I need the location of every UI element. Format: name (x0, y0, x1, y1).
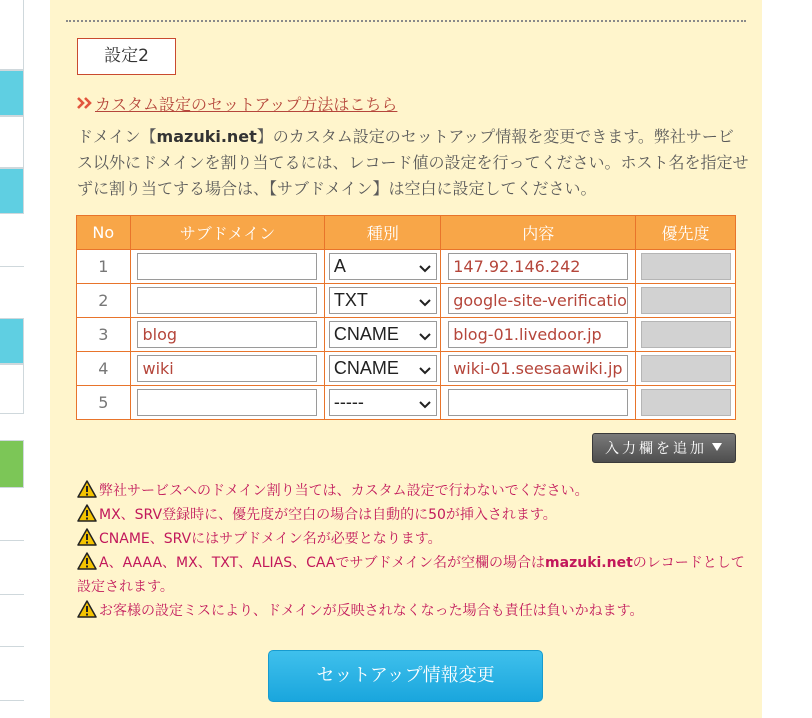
priority-input (641, 355, 731, 382)
type-select[interactable] (329, 355, 437, 382)
subdomain-input[interactable]: blog (137, 321, 317, 348)
row-no: 4 (77, 352, 131, 386)
type-select[interactable] (329, 253, 437, 280)
header-type: 種別 (325, 216, 441, 250)
content-input[interactable]: 147.92.146.242 (448, 253, 628, 280)
add-row-button[interactable] (592, 433, 736, 463)
chevron-down-icon (418, 328, 432, 342)
priority-input (641, 389, 731, 416)
note-item (77, 527, 747, 551)
add-row-button-label: 入力欄を追加 (605, 441, 707, 457)
intro-part2: 】のカスタム設定のセットアップ情報を変更できます。弊社サービス以外にドメインを割り当てるには、レコード値の設定を行ってください。ホスト名を指定せずに割り当てする場合は、【サブドメイン】は空白に設定してください。 (77, 127, 749, 198)
type-select-value: CNAME (333, 324, 399, 344)
type-select-value: A (333, 256, 346, 276)
header-subdomain: サブドメイン (130, 216, 325, 250)
intro-text (77, 124, 749, 202)
row-no: 1 (77, 250, 131, 284)
note-text: お客様の設定ミスにより、ドメインが反映されなくなった場合も責任は負いかねます。 (99, 603, 644, 619)
warning-icon (77, 528, 97, 546)
note-item (77, 551, 747, 599)
sidebar-divider (0, 646, 24, 647)
note-text: CNAME、SRVにはサブドメイン名が必要となります。 (99, 531, 442, 547)
sidebar-divider (0, 700, 24, 701)
type-select[interactable] (329, 321, 437, 348)
note-item (77, 479, 747, 503)
note-text: MX、SRV登録時に、優先度が空白の場合は自動的に50が挿入されます。 (99, 507, 557, 523)
header-content: 内容 (441, 216, 636, 250)
intro-part1: ドメイン【 (77, 127, 157, 146)
table-row (77, 250, 736, 284)
table-header-row (77, 216, 736, 250)
table-row (77, 352, 736, 386)
sidebar-divider (0, 594, 24, 595)
chevron-down-icon (418, 362, 432, 376)
note-text: のレコードとして設定されます。 (77, 555, 745, 595)
subdomain-input[interactable] (137, 253, 317, 280)
note-item (77, 599, 747, 623)
subdomain-input[interactable] (137, 287, 317, 314)
type-select-value: CNAME (333, 358, 399, 378)
dotted-divider (66, 20, 746, 22)
warning-icon (77, 480, 97, 498)
header-no: No (77, 216, 131, 250)
priority-input (641, 253, 731, 280)
dns-records-table (76, 215, 736, 420)
header-priority: 優先度 (636, 216, 736, 250)
priority-input (641, 287, 731, 314)
note-item (77, 503, 747, 527)
subdomain-input[interactable]: wiki (137, 355, 317, 382)
triangle-down-icon (711, 440, 723, 456)
table-row (77, 318, 736, 352)
submit-button[interactable]: セットアップ情報変更 (268, 650, 543, 702)
warning-icon (77, 552, 97, 570)
note-domain: mazuki.net (545, 555, 633, 571)
content-input[interactable]: google-site-verificatio (448, 287, 628, 314)
sidebar-block (0, 364, 24, 414)
content-input[interactable]: wiki-01.seesaawiki.jp (448, 355, 628, 382)
warning-icon (77, 600, 97, 618)
row-no: 5 (77, 386, 131, 420)
sidebar-block (0, 116, 24, 168)
double-chevron-right-icon (77, 95, 93, 114)
warning-icon (77, 504, 97, 522)
type-select[interactable] (329, 389, 437, 416)
note-text: A、AAAA、MX、TXT、ALIAS、CAAでサブドメイン名が空欄の場合は (99, 555, 546, 571)
type-select-value: TXT (333, 290, 368, 310)
type-select[interactable] (329, 287, 437, 314)
howto-link-text: カスタム設定のセットアップ方法はこちら (95, 95, 398, 114)
sidebar-block[interactable] (0, 440, 24, 488)
chevron-down-icon (418, 260, 432, 274)
sidebar-divider (0, 540, 24, 541)
intro-domain: mazuki.net (156, 127, 257, 146)
sidebar-divider (0, 266, 24, 267)
chevron-down-icon (418, 396, 432, 410)
priority-input (641, 321, 731, 348)
sidebar-block (0, 0, 24, 70)
row-no: 2 (77, 284, 131, 318)
subdomain-input[interactable] (137, 389, 317, 416)
howto-link[interactable] (77, 92, 397, 114)
sidebar-block[interactable] (0, 70, 24, 116)
notes-list (77, 479, 747, 623)
table-row (77, 284, 736, 318)
chevron-down-icon (418, 294, 432, 308)
row-no: 3 (77, 318, 131, 352)
type-select-value: ----- (333, 392, 364, 412)
sidebar-block[interactable] (0, 168, 24, 214)
table-row (77, 386, 736, 420)
content-input[interactable] (448, 389, 628, 416)
note-text: 弊社サービスへのドメイン割り当ては、カスタム設定で行わないでください。 (99, 483, 589, 499)
content-input[interactable]: blog-01.livedoor.jp (448, 321, 628, 348)
left-sidebar (0, 0, 26, 718)
sidebar-block[interactable] (0, 318, 24, 364)
section-label: 設定2 (77, 38, 176, 75)
